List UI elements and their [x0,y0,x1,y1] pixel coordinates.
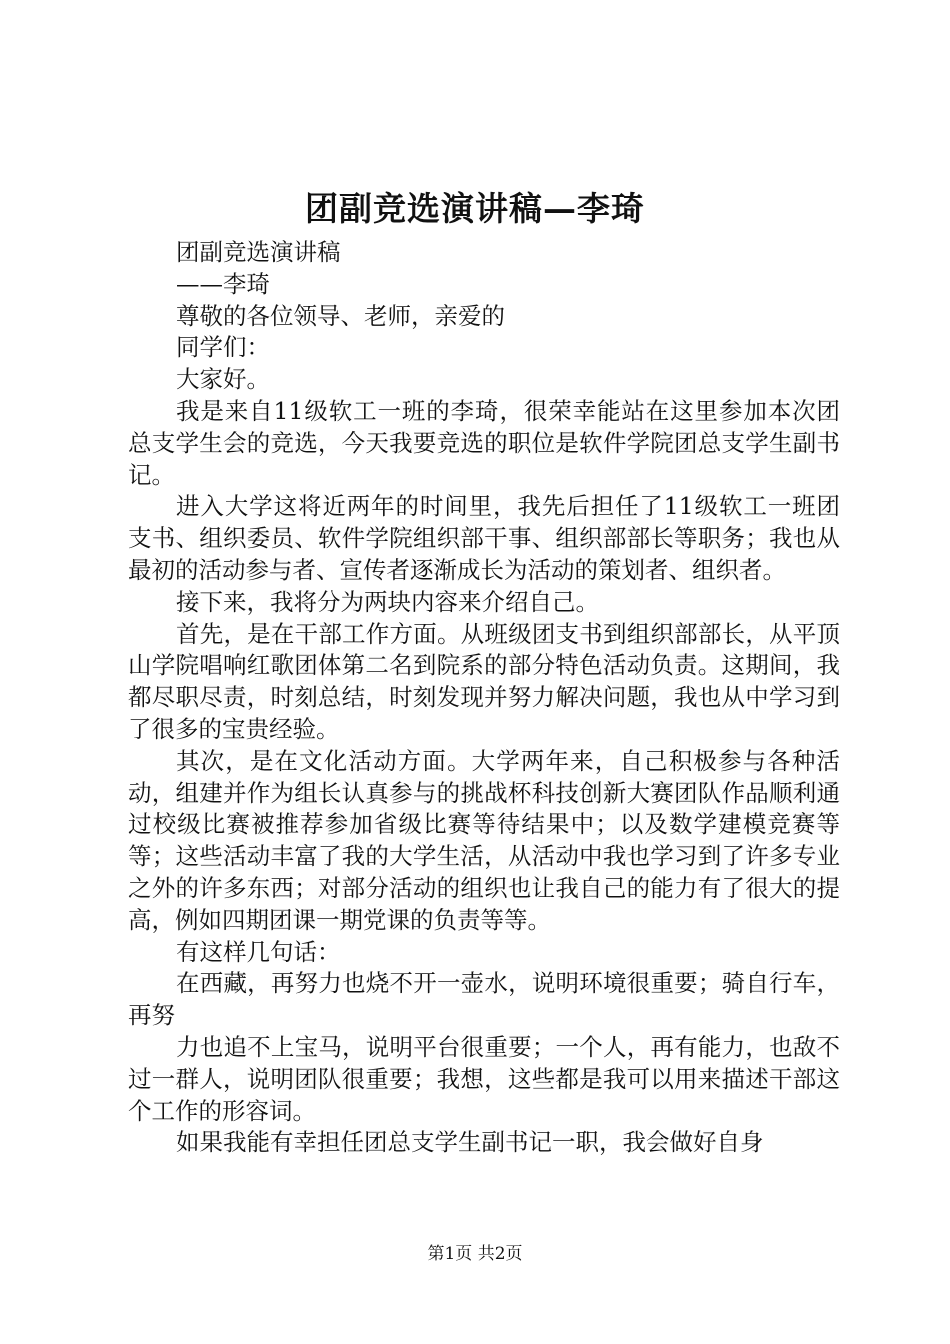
paragraph: 我是来自11级软工一班的李琦，很荣幸能站在这里参加本次团总支学生会的竞选，今天我要竞选的职位是软件学院团总支学生副书记。 [128,396,840,489]
paragraph: 尊敬的各位领导、老师，亲爱的 [176,301,505,330]
paragraph: 同学们： [176,333,270,362]
paragraph: 团副竞选演讲稿 [176,238,341,266]
paragraph: 有这样几句话： [176,937,341,966]
paragraph: 接下来，我将分为两块内容来介绍自己。 [176,587,599,616]
paragraph: 力也追不上宝马，说明平台很重要；一个人，再有能力，也敌不过一群人，说明团队很重要；我想，这些都是我可以用来描述干部这个工作的形容词。 [128,1032,840,1125]
paragraph: 进入大学这将近两年的时间里，我先后担任了11级软工一班团支书、组织委员、软件学院组织部干事、组织部部长等职务；我也从最初的活动参与者、宣传者逐渐成长为活动的策划者、组织者。 [128,492,840,584]
paragraph: 首先，是在干部工作方面。从班级团支书到组织部部长，从平顶山学院唱响红歌团体第二名到院系的部分特色活动负责。这期间，我都尽职尽责，时刻总结，时刻发现并努力解决问题，我也从中学习到了很多的宝贵经验。 [128,619,840,743]
paragraph: ——李琦 [176,269,270,298]
paragraph: 在西藏，再努力也烧不开一壶水，说明环境很重要；骑自行车，再努 [128,969,840,1030]
paragraph: 如果我能有幸担任团总支学生副书记一职，我会做好自身 [176,1128,764,1157]
document-title: 团副竞选演讲稿—李琦 [305,189,645,228]
paragraph: 大家好。 [176,365,270,394]
document-body [128,237,840,1159]
page-footer: 第1页 共2页 [427,1244,523,1264]
paragraph: 其次，是在文化活动方面。大学两年来，自己积极参与各种活动，组建并作为组长认真参与的挑战杯科技创新大赛团队作品顺利通过校级比赛被推荐参加省级比赛等待结果中；以及数学建模竞赛等等；这些活动丰富了我的大学生活，从活动中我也学习到了许多专业之外的许多东西；对部分活动的组织也让我自己的能力有了很大的提高，例如四期团课一期党课的负责等等。 [128,746,840,934]
